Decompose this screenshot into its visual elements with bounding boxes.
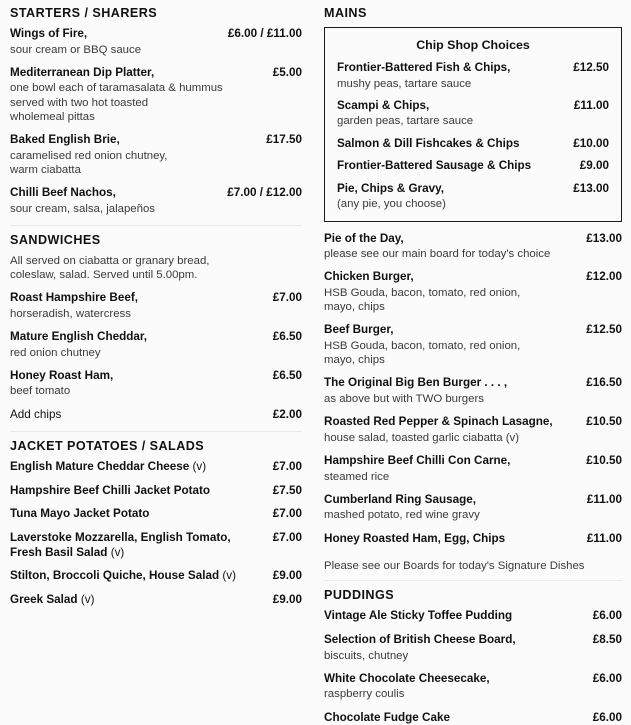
menu-item-description: red onion chutney [10, 346, 101, 359]
menu-item-row [10, 330, 302, 345]
section-title: SANDWICHES [10, 232, 101, 247]
menu-item-price: £9.00 [272, 569, 302, 583]
menu-item [337, 159, 609, 174]
menu-item-price: £6.50 [272, 330, 302, 343]
menu-item-description: house salad, toasted garlic ciabatta (v) [324, 431, 520, 444]
menu-item-description: HSB Gouda, bacon, tomato, red onion, mayo, chips [324, 286, 521, 314]
menu-item [10, 531, 302, 560]
menu-item-name: Chocolate Fudge Cake [324, 710, 450, 724]
menu-item-name: Wings of Fire, [10, 27, 88, 40]
menu-item [337, 99, 609, 129]
menu-item-row [10, 27, 302, 42]
menu-item-price: £5.00 [272, 65, 302, 79]
menu-item-name: Mediterranean Dip Platter, [10, 65, 155, 79]
menu-item-name: Frontier-Battered Fish & Chips, [337, 61, 511, 74]
menu-section-sandwiches [10, 225, 302, 422]
menu-item-row [324, 672, 622, 687]
menu-item-price: £7.00 [272, 291, 302, 305]
menu-item-price: £11.00 [573, 98, 609, 112]
menu-item-name: Vintage Ale Sticky Toffee Pudding [324, 609, 513, 623]
menu-item [324, 633, 622, 663]
menu-item-name: Chicken Burger, [324, 270, 414, 284]
menu-item-price: £13.00 [573, 181, 609, 195]
menu-item-price: £6.00 [592, 609, 622, 623]
menu-item-description: horseradish, watercress [10, 307, 131, 320]
menu-item [324, 672, 622, 702]
mains-footnote: Please see our Boards for today's Signature Dishes [324, 560, 585, 573]
section-note: All served on ciabatta or granary bread, coleslaw, salad. Served until 5.00pm. [10, 254, 210, 281]
left-column [0, 0, 312, 650]
menu-item-price: £9.00 [579, 159, 609, 173]
menu-item-name: Hampshire Beef Chilli Con Carne, [324, 453, 511, 467]
menu-item-name: Laverstoke Mozzarella, English Tomato, Fresh Basil Salad (v) [10, 530, 231, 559]
menu-item-name: Roast Hampshire Beef, [10, 291, 138, 305]
menu-item-row [337, 61, 609, 76]
menu-item [10, 291, 302, 321]
menu-item-name: White Chocolate Cheesecake, [324, 671, 490, 685]
menu-item [324, 493, 622, 523]
menu-item [10, 369, 302, 399]
menu-item-row [337, 137, 609, 152]
menu-item [324, 454, 622, 484]
menu-item-description: HSB Gouda, bacon, tomato, red onion, mayo, chips [324, 339, 521, 367]
menu-item-price: £6.00 / £11.00 [227, 27, 302, 40]
menu-item-row [324, 609, 622, 624]
menu-item-row [324, 323, 622, 338]
menu-item-row [10, 133, 302, 148]
section-title: MAINS [324, 6, 367, 20]
menu-item-name: The Original Big Ben Burger . . . , [324, 376, 508, 390]
menu-item-row [324, 711, 622, 725]
menu-item-price: £10.50 [586, 453, 622, 467]
menu-item-description: sour cream, salsa, jalapeños [10, 202, 155, 215]
menu-item-description: beef tomato [10, 385, 71, 398]
chip-shop-choices-box [324, 27, 622, 222]
menu-item [10, 569, 302, 584]
menu-item [10, 408, 302, 423]
menu-item [324, 711, 622, 725]
menu-item-row [10, 66, 302, 81]
menu-item [10, 593, 302, 608]
menu-item-row [10, 569, 302, 584]
menu-item-name: Hampshire Beef Chilli Jacket Potato [10, 483, 211, 497]
section-title: PUDDINGS [324, 588, 395, 603]
menu-item-name: Scampi & Chips, [337, 98, 430, 112]
menu-item-row [324, 633, 622, 648]
menu-item [324, 532, 622, 547]
menu-item-price: £10.00 [573, 136, 609, 150]
menu-item [10, 133, 302, 177]
menu-item [324, 270, 622, 314]
menu-item-name: Add chips [10, 407, 62, 421]
vegetarian-marker: (v) [222, 569, 237, 583]
menu-item-price: £12.50 [586, 323, 622, 337]
menu-item-row [10, 593, 302, 608]
menu-item-row [324, 232, 622, 247]
menu-item-description: garden peas, tartare sauce [337, 115, 474, 128]
menu-item-name: Baked English Brie, [10, 133, 120, 146]
menu-item-name: Greek Salad (v) [10, 592, 95, 606]
menu-item [324, 609, 622, 624]
menu-item [324, 376, 622, 406]
menu-item-name: Frontier-Battered Sausage & Chips [337, 159, 532, 173]
menu-item-name: Mature English Cheddar, [10, 330, 148, 343]
menu-item-row [10, 369, 302, 384]
menu-item-name: Pie, Chips & Gravy, [337, 181, 444, 195]
menu-item-name: Cumberland Ring Sausage, [324, 492, 476, 506]
chip-shop-title: Chip Shop Choices [416, 38, 530, 52]
menu-item [10, 460, 302, 475]
menu-item-description: mushy peas, tartare sauce [337, 77, 472, 90]
menu-item [324, 415, 622, 445]
menu-item-name: English Mature Cheddar Cheese (v) [10, 460, 207, 474]
menu-item-price: £7.00 [272, 507, 302, 521]
menu-item-price: £16.50 [586, 376, 622, 390]
menu-item-name: Chilli Beef Nachos, [10, 186, 116, 199]
menu-item-row [324, 415, 622, 430]
menu-item-row [337, 99, 609, 114]
menu-item-name: Salmon & Dill Fishcakes & Chips [337, 136, 520, 150]
menu-item-name: Stilton, Broccoli Quiche, House Salad (v) [10, 569, 237, 583]
menu-item-description: one bowl each of taramasalata & hummus served with two hot toasted wholemeal pittas [10, 82, 223, 123]
menu-item-price: £17.50 [266, 133, 302, 146]
menu-item-row [324, 493, 622, 508]
menu-item-row [337, 182, 609, 197]
menu-item [337, 61, 609, 91]
menu-item-row [10, 186, 302, 201]
menu-item-description: caramelised red onion chutney, warm ciabatta [10, 149, 168, 176]
menu-item-price: £12.00 [586, 270, 622, 284]
menu-item-price: £2.00 [272, 407, 302, 421]
menu-item-description: sour cream or BBQ sauce [10, 43, 142, 56]
menu-item-row [10, 408, 302, 423]
menu-item [10, 330, 302, 360]
menu-item-description: raspberry coulis [324, 688, 405, 701]
menu-item-name: Honey Roasted Ham, Egg, Chips [324, 531, 506, 545]
menu-item-row [337, 159, 609, 174]
menu-item-price: £12.50 [573, 61, 609, 74]
menu-item-price: £11.00 [586, 531, 622, 545]
menu-item [10, 484, 302, 499]
menu-item-price: £8.50 [592, 632, 622, 646]
menu-item-description: as above but with TWO burgers [324, 392, 484, 405]
menu-section-jacket-potatoes-salads [10, 431, 302, 607]
menu-section-starters [10, 6, 302, 216]
menu-item-description: please see our main board for today's choice [324, 248, 551, 261]
menu-item-row [10, 484, 302, 499]
menu-item-price: £7.00 / £12.00 [227, 186, 302, 199]
menu-item [10, 27, 302, 57]
menu-item-name: Honey Roast Ham, [10, 368, 114, 382]
menu-item-row [10, 507, 302, 522]
section-title: STARTERS / SHARERS [10, 6, 158, 20]
menu-section-mains [324, 6, 622, 573]
section-title: JACKET POTATOES / SALADS [10, 439, 205, 454]
menu-item-row [10, 291, 302, 306]
menu-item-price: £9.00 [272, 592, 302, 606]
menu-item [10, 186, 302, 216]
menu-item-price: £6.50 [272, 368, 302, 382]
menu-item-row [10, 531, 302, 560]
menu-item [324, 323, 622, 367]
menu-item [10, 66, 302, 124]
menu-item-row [324, 454, 622, 469]
menu-item-description: mashed potato, red wine gravy [324, 509, 480, 522]
menu-item-price: £10.50 [586, 415, 622, 429]
menu-item-row [324, 270, 622, 285]
menu-item-name: Pie of the Day, [324, 231, 404, 245]
vegetarian-marker: (v) [80, 592, 95, 606]
menu-item-description: (any pie, you choose) [337, 198, 446, 211]
menu-item-price: £7.00 [272, 460, 302, 474]
menu-item [324, 232, 622, 262]
menu-item-price: £6.00 [592, 710, 622, 724]
right-column [312, 0, 631, 724]
menu-item [337, 182, 609, 212]
menu-item-description: steamed rice [324, 470, 390, 483]
menu-item-price: £6.00 [592, 671, 622, 685]
menu-item-row [324, 532, 622, 547]
menu-item-price: £7.00 [272, 530, 302, 544]
menu-item-row [324, 376, 622, 391]
menu-item [337, 137, 609, 152]
vegetarian-marker: (v) [192, 460, 207, 474]
menu-item-price: £11.00 [586, 492, 622, 506]
menu-item-name: Beef Burger, [324, 323, 394, 337]
menu-item-price: £13.00 [586, 231, 622, 245]
menu-item-price: £7.50 [272, 483, 302, 497]
menu-item-name: Selection of British Cheese Board, [324, 632, 516, 646]
menu-item [10, 507, 302, 522]
menu-item-description: biscuits, chutney [324, 649, 409, 662]
vegetarian-marker: (v) [110, 545, 125, 559]
menu-item-name: Tuna Mayo Jacket Potato [10, 507, 150, 521]
menu-item-row [10, 460, 302, 475]
menu-section-puddings [324, 580, 622, 725]
menu-item-name: Roasted Red Pepper & Spinach Lasagne, [324, 415, 553, 429]
